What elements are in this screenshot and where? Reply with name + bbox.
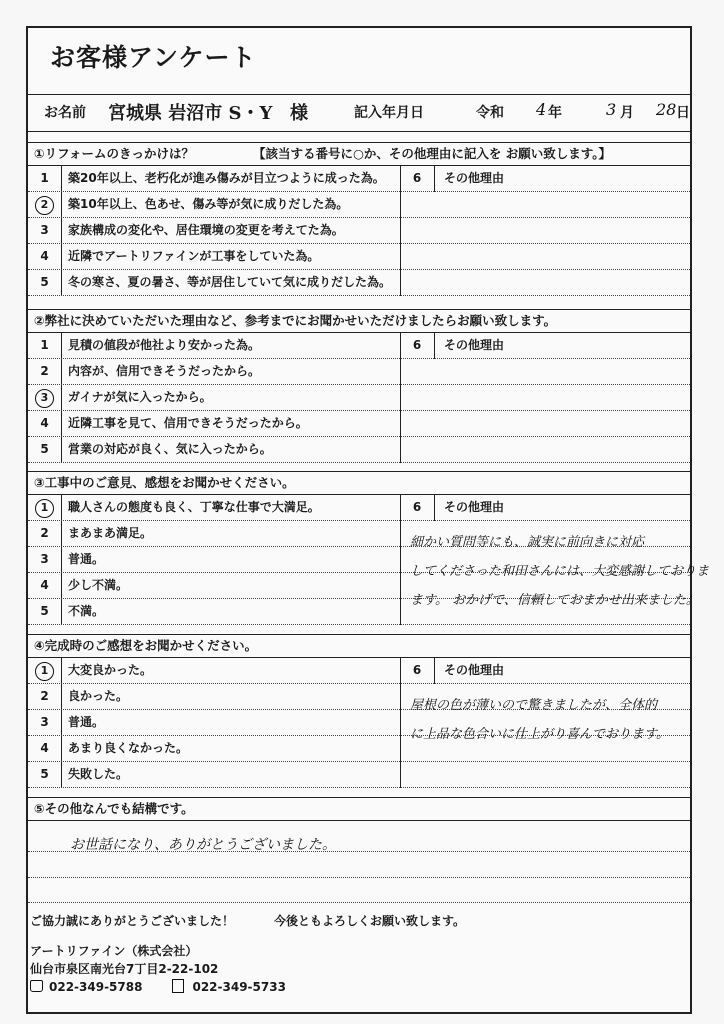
fax-number: 022-349-5733 — [192, 980, 286, 994]
option-number — [28, 521, 62, 546]
thanks-text: ご協力誠にありがとうございました！ — [30, 914, 235, 928]
other-reason-header — [400, 658, 690, 684]
section-heading-text: ②弊社に決めていただいた理由など、参考までにお聞かせいただけましたらお願い致します。 — [34, 313, 557, 328]
option-number-text: 4 — [40, 741, 49, 755]
option-label: まあまあ満足。 — [68, 526, 153, 540]
company-name: アートリファイン（株式会社） — [30, 944, 198, 958]
option-row — [28, 192, 690, 218]
year-unit: 年 — [548, 105, 562, 121]
option-label: 少し不満。 — [68, 578, 129, 592]
option-number-text: 1 — [40, 171, 49, 185]
month-value: 3 — [606, 100, 617, 119]
honorific: 様 — [290, 103, 308, 124]
customer-name: 宮城県 岩沼市 S・Y — [108, 103, 273, 124]
option-number-text: 2 — [40, 364, 49, 378]
section-heading — [28, 142, 690, 166]
option-label: 近隣でアートリファインが工事をしていた為。 — [68, 249, 320, 263]
other-number: 6 — [412, 338, 422, 352]
option-number-text: 1 — [40, 338, 49, 352]
handwritten-comment: してくださった和田さんには、大変感謝しておりま — [410, 564, 710, 579]
day-unit: 日 — [676, 105, 690, 121]
option-row — [28, 218, 690, 244]
option-number — [28, 166, 62, 191]
section-heading-text: ③工事中のご意見、感想をお聞かせください。 — [34, 475, 295, 490]
option-label: あまり良くなかった。 — [68, 741, 189, 755]
option-label: 大変良かった。 — [68, 663, 153, 677]
option-number — [28, 359, 62, 384]
option-number — [28, 270, 62, 295]
option-label: 近隣工事を見て、信用できそうだったから。 — [68, 416, 308, 430]
option-number-text: 2 — [35, 196, 54, 215]
regards-text: 今後ともよろしくお願い致します。 — [274, 914, 466, 928]
option-number — [28, 218, 62, 243]
option-number — [28, 573, 62, 598]
option-number-text: 1 — [35, 662, 54, 681]
section-heading-text: ④完成時のご感想をお聞かせください。 — [34, 638, 258, 653]
option-number — [28, 710, 62, 735]
option-number-text: 3 — [40, 552, 49, 566]
option-label: 良かった。 — [68, 689, 129, 703]
option-row — [28, 385, 690, 411]
handwritten-comment: ます。 おかげで、信頼しておまかせ出来ました。 — [410, 593, 699, 608]
other-label: その他理由 — [444, 663, 505, 677]
other-label: その他理由 — [444, 171, 505, 185]
other-reason-header — [400, 166, 690, 192]
handwritten-comment: 屋根の色が薄いので驚きましたが、全体的 — [410, 698, 658, 713]
option-number-text: 3 — [40, 223, 49, 237]
free-comment: お世話になり、ありがとうございました。 — [70, 837, 336, 853]
option-number — [28, 736, 62, 761]
option-number-circled — [28, 495, 62, 520]
option-row — [28, 270, 690, 296]
option-row — [28, 244, 690, 270]
option-row — [28, 411, 690, 437]
day-value: 28 — [656, 100, 677, 119]
option-number-text: 5 — [40, 275, 49, 289]
tel-number: 022-349-5788 — [49, 980, 143, 994]
option-label: 普通。 — [68, 715, 105, 729]
option-label: 見積の値段が他社より安かった為。 — [68, 338, 261, 352]
option-number-text: 4 — [40, 578, 49, 592]
footer-message — [30, 912, 465, 929]
option-number-text: 2 — [40, 526, 49, 540]
option-number — [28, 411, 62, 436]
name-bar — [28, 94, 690, 132]
handwritten-comment: 細かい質問等にも、誠実に前向きに対応 — [410, 535, 645, 550]
option-label: ガイナが気に入ったから。 — [68, 390, 212, 404]
section-heading — [28, 634, 690, 658]
option-label: 家族構成の変化や、居住環境の変更を考えてた為。 — [68, 223, 344, 237]
name-label: お名前 — [44, 105, 86, 121]
option-number — [28, 437, 62, 462]
option-number-circled — [28, 385, 62, 410]
option-number-text: 5 — [40, 442, 49, 456]
month-unit: 月 — [620, 105, 634, 121]
year-value: 4 — [536, 100, 547, 119]
option-number — [28, 684, 62, 709]
company-address: 仙台市泉区南光台7丁目2-22-102 — [30, 962, 219, 976]
option-label: 不満。 — [68, 604, 105, 618]
option-number-text: 3 — [35, 389, 54, 408]
option-number-text: 3 — [40, 715, 49, 729]
option-label: 普通。 — [68, 552, 105, 566]
option-label: 内容が、信用できそうだったから。 — [68, 364, 261, 378]
date-label: 記入年月日 — [354, 105, 424, 121]
other-reason-header — [400, 333, 690, 359]
option-number — [28, 547, 62, 572]
option-number — [28, 599, 62, 624]
option-label: 冬の寒さ、夏の暑さ、等が居住していて気に成りだした為。 — [68, 275, 392, 289]
option-label: 築10年以上、色あせ、傷み等が気に成りだした為。 — [68, 197, 349, 211]
other-number: 6 — [412, 171, 422, 185]
option-number — [28, 333, 62, 358]
option-number — [28, 762, 62, 787]
era: 令和 — [476, 105, 504, 121]
free-section-heading: ⑤その他なんでも結構です。 — [28, 797, 690, 821]
option-number-text: 5 — [40, 767, 49, 781]
option-number-text: 4 — [40, 416, 49, 430]
other-number: 6 — [412, 663, 422, 677]
option-label: 築20年以上、老朽化が進み傷みが目立つように成った為。 — [68, 171, 385, 185]
option-row — [28, 762, 690, 788]
option-number-text: 5 — [40, 604, 49, 618]
option-number-circled — [28, 658, 62, 683]
option-number — [28, 244, 62, 269]
other-number: 6 — [412, 500, 422, 514]
option-number-text: 4 — [40, 249, 49, 263]
free-line — [28, 877, 690, 878]
company-contacts — [30, 977, 286, 994]
page-title: お客様アンケート — [50, 43, 257, 72]
option-row — [28, 359, 690, 385]
option-label: 営業の対応が良く、気に入ったから。 — [68, 442, 272, 456]
free-line — [28, 902, 690, 903]
phone-icon — [30, 980, 43, 992]
other-label: その他理由 — [444, 500, 505, 514]
section-instruction: 【該当する番号に○か、その他理由に記入を お願い致します。】 — [253, 146, 612, 161]
option-label: 失敗した。 — [68, 767, 129, 781]
option-label: 職人さんの態度も良く、丁寧な仕事で大満足。 — [68, 500, 320, 514]
option-number-text: 2 — [40, 689, 49, 703]
option-row — [28, 437, 690, 463]
option-number-text: 1 — [35, 499, 54, 518]
section-heading-text: ①リフォームのきっかけは？ — [34, 146, 194, 161]
other-reason-header — [400, 495, 690, 521]
other-label: その他理由 — [444, 338, 505, 352]
handwritten-comment: に上品な色合いに仕上がり喜んでおります。 — [410, 727, 669, 742]
section-heading — [28, 309, 690, 333]
fax-icon — [172, 979, 184, 993]
section-heading — [28, 471, 690, 495]
option-number-circled — [28, 192, 62, 217]
